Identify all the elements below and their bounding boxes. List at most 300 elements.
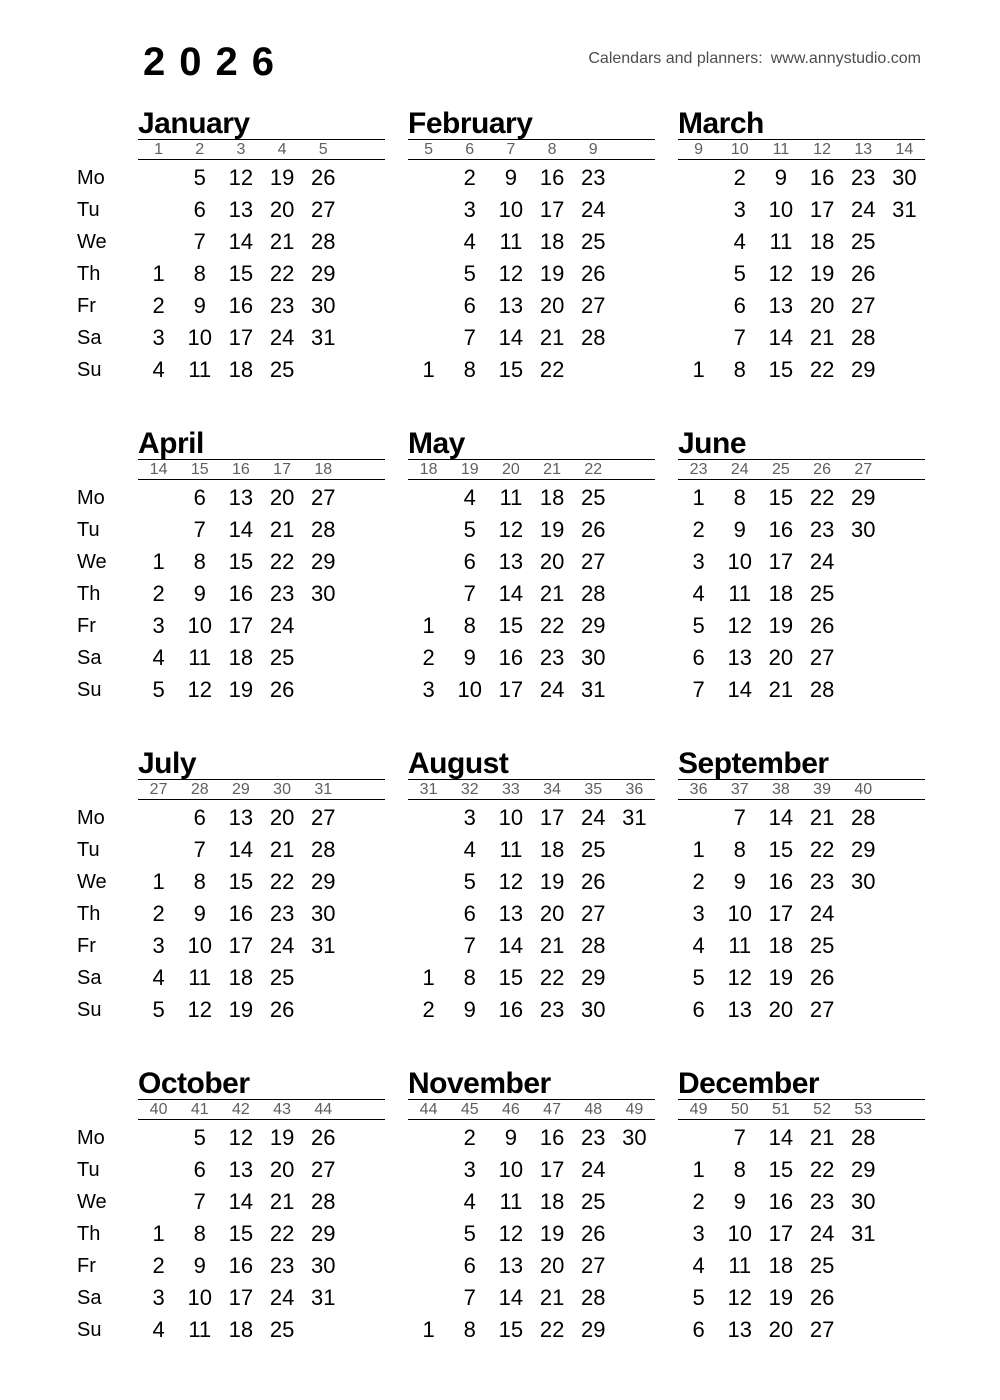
week-number: 14 (149, 461, 168, 478)
date-cell (408, 290, 449, 322)
date-cell: 20 (269, 805, 295, 830)
week-number: 12 (813, 141, 831, 158)
date-cell: 14 (768, 1125, 794, 1150)
date-cell: 31 (581, 677, 606, 702)
dates-grid (138, 162, 385, 386)
week-number-row (408, 1099, 655, 1120)
week-number: 46 (502, 1101, 520, 1118)
date-cell: 16 (768, 1189, 794, 1214)
week-number: 16 (232, 461, 250, 478)
date-cell (138, 194, 179, 226)
month-december (678, 1068, 925, 1346)
date-cell: 11 (499, 1189, 523, 1214)
week-number: 6 (465, 141, 475, 158)
date-cell: 24 (269, 613, 295, 638)
date-cell (678, 1122, 719, 1154)
date-cell: 26 (269, 677, 295, 702)
date-cell: 14 (498, 325, 524, 350)
date-cell: 16 (498, 645, 524, 670)
date-cell (408, 898, 449, 930)
date-cell (884, 1218, 925, 1250)
date-cell (678, 194, 719, 226)
week-number: 17 (273, 461, 291, 478)
date-cell: 1 (152, 261, 165, 286)
date-cell (614, 930, 655, 962)
date-cell: 6 (463, 293, 476, 318)
date-cell: 21 (809, 325, 835, 350)
date-cell: 4 (463, 229, 476, 254)
calendar-grid (77, 108, 925, 1388)
weekday-label: Fr (77, 1255, 96, 1277)
date-cell: 2 (152, 901, 165, 926)
date-cell: 2 (692, 517, 705, 542)
date-cell (344, 1218, 385, 1250)
month-row (77, 1068, 925, 1346)
date-cell (138, 162, 179, 194)
date-cell: 31 (622, 805, 647, 830)
week-number (344, 1100, 385, 1119)
date-cell: 5 (152, 997, 165, 1022)
date-cell (344, 674, 385, 706)
date-cell: 1 (152, 1221, 165, 1246)
date-cell (408, 1250, 449, 1282)
date-cell: 15 (498, 613, 524, 638)
date-cell (614, 482, 655, 514)
date-cell: 16 (228, 1253, 254, 1278)
date-cell (614, 962, 655, 994)
date-cell: 9 (193, 581, 206, 606)
date-cell (344, 642, 385, 674)
date-cell (408, 834, 449, 866)
month-title: April (138, 427, 204, 460)
date-cell: 28 (311, 1189, 336, 1214)
date-cell: 5 (733, 261, 746, 286)
date-cell: 15 (768, 837, 794, 862)
date-cell: 9 (504, 165, 518, 190)
date-cell (344, 226, 385, 258)
date-cell (843, 1250, 884, 1282)
date-cell: 1 (692, 357, 705, 382)
date-cell (303, 1314, 344, 1346)
weekday-label: Fr (77, 615, 96, 637)
date-cell: 31 (311, 933, 336, 958)
week-number: 33 (502, 781, 520, 798)
week-number: 51 (772, 1101, 790, 1118)
date-cell: 6 (463, 1253, 476, 1278)
weekday-label: Sa (77, 967, 102, 989)
date-cell (884, 898, 925, 930)
date-cell (614, 834, 655, 866)
week-number: 28 (190, 781, 209, 798)
date-cell: 24 (851, 197, 876, 222)
date-cell: 25 (269, 357, 295, 382)
date-cell: 15 (228, 869, 254, 894)
date-cell (614, 258, 655, 290)
date-cell (138, 226, 179, 258)
date-cell: 2 (733, 165, 746, 190)
month-march (678, 108, 925, 386)
date-cell (344, 994, 385, 1026)
date-cell (678, 258, 719, 290)
date-cell: 7 (733, 1125, 746, 1150)
date-cell (614, 610, 655, 642)
date-cell: 10 (498, 197, 524, 222)
week-number (344, 780, 385, 799)
date-cell (573, 354, 614, 386)
date-cell: 28 (851, 1125, 876, 1150)
date-cell (408, 1282, 449, 1314)
date-cell (344, 290, 385, 322)
date-cell: 1 (422, 1317, 435, 1342)
date-cell: 9 (733, 517, 746, 542)
date-cell (884, 546, 925, 578)
weekday-label: Fr (77, 935, 96, 957)
date-cell: 9 (193, 901, 206, 926)
date-cell: 9 (733, 869, 746, 894)
date-cell (344, 1314, 385, 1346)
date-cell: 13 (768, 293, 794, 318)
date-cell: 16 (539, 1125, 565, 1150)
dates-grid (678, 802, 925, 1026)
week-number: 2 (195, 141, 205, 158)
date-cell (614, 1282, 655, 1314)
date-cell (344, 578, 385, 610)
date-cell: 2 (152, 1253, 165, 1278)
date-cell: 24 (269, 1285, 295, 1310)
date-cell: 8 (733, 485, 746, 510)
date-cell: 24 (269, 325, 295, 350)
month-april (138, 428, 385, 706)
date-cell: 13 (727, 1317, 752, 1342)
date-cell (344, 930, 385, 962)
date-cell: 25 (809, 581, 835, 606)
date-cell: 13 (228, 197, 254, 222)
date-cell: 12 (187, 677, 212, 702)
date-cell: 14 (228, 517, 254, 542)
date-cell (408, 258, 449, 290)
week-number: 10 (730, 141, 749, 158)
weekday-labels-column (77, 748, 138, 1026)
date-cell: 14 (768, 805, 794, 830)
date-cell: 8 (733, 837, 746, 862)
week-number: 20 (502, 461, 520, 478)
date-cell: 7 (193, 517, 206, 542)
date-cell: 8 (463, 1317, 476, 1342)
date-cell: 16 (498, 997, 524, 1022)
date-cell: 15 (498, 965, 524, 990)
date-cell: 1 (152, 549, 165, 574)
month-title: September (678, 747, 829, 780)
date-cell (138, 482, 179, 514)
date-cell: 7 (692, 677, 705, 702)
date-cell (678, 322, 719, 354)
date-cell: 7 (463, 933, 476, 958)
date-cell: 4 (152, 357, 165, 382)
date-cell (884, 226, 925, 258)
date-cell (344, 322, 385, 354)
date-cell (344, 1282, 385, 1314)
date-cell: 18 (539, 1189, 565, 1214)
date-cell: 12 (727, 613, 752, 638)
date-cell: 16 (768, 517, 794, 542)
date-cell (614, 674, 655, 706)
date-cell: 8 (733, 1157, 746, 1182)
date-cell: 30 (851, 869, 876, 894)
date-cell: 14 (727, 677, 752, 702)
date-cell: 12 (768, 261, 794, 286)
date-cell (843, 1314, 884, 1346)
date-cell (408, 1122, 449, 1154)
date-cell: 19 (539, 869, 565, 894)
date-cell: 24 (809, 901, 835, 926)
date-cell (138, 1186, 179, 1218)
date-cell: 21 (539, 933, 565, 958)
date-cell: 25 (809, 933, 835, 958)
date-cell: 26 (581, 261, 606, 286)
date-cell: 21 (809, 805, 835, 830)
date-cell (344, 1186, 385, 1218)
date-cell: 24 (809, 1221, 835, 1246)
date-cell: 4 (152, 965, 165, 990)
date-cell: 4 (692, 581, 705, 606)
date-cell: 3 (152, 325, 165, 350)
date-cell: 23 (539, 645, 565, 670)
date-cell: 4 (733, 229, 746, 254)
week-number: 49 (625, 1101, 644, 1118)
date-cell (303, 994, 344, 1026)
date-cell: 11 (499, 837, 523, 862)
date-cell (614, 354, 655, 386)
date-cell: 22 (269, 549, 295, 574)
date-cell: 12 (727, 965, 752, 990)
date-cell: 5 (463, 869, 476, 894)
date-cell: 11 (188, 965, 212, 990)
week-number: 40 (854, 781, 873, 798)
date-cell: 13 (498, 549, 524, 574)
date-cell (344, 194, 385, 226)
date-cell (138, 1154, 179, 1186)
date-cell (884, 994, 925, 1026)
date-cell: 20 (539, 1253, 565, 1278)
date-cell: 17 (539, 1157, 565, 1182)
date-cell: 15 (498, 357, 524, 382)
date-cell: 17 (768, 901, 794, 926)
week-number: 31 (314, 781, 333, 798)
date-cell: 18 (768, 581, 794, 606)
dates-grid (138, 1122, 385, 1346)
date-cell: 13 (228, 485, 254, 510)
date-cell: 16 (228, 901, 254, 926)
date-cell: 27 (809, 997, 835, 1022)
date-cell: 7 (733, 805, 746, 830)
week-number: 32 (460, 781, 479, 798)
weekday-label: Su (77, 999, 102, 1021)
date-cell: 20 (768, 1317, 794, 1342)
week-number: 34 (543, 781, 561, 798)
month-july (138, 748, 385, 1026)
date-cell: 4 (152, 1317, 165, 1342)
date-cell: 9 (463, 645, 476, 670)
date-cell (614, 866, 655, 898)
date-cell: 20 (768, 645, 794, 670)
date-cell (408, 226, 449, 258)
date-cell: 14 (228, 1189, 254, 1214)
date-cell (678, 226, 719, 258)
date-cell: 18 (768, 933, 794, 958)
date-cell: 11 (728, 1253, 752, 1278)
date-cell: 15 (228, 1221, 254, 1246)
date-cell (408, 514, 449, 546)
date-cell: 7 (733, 325, 746, 350)
date-cell: 28 (851, 325, 876, 350)
date-cell: 4 (463, 485, 476, 510)
date-cell: 21 (539, 581, 565, 606)
date-cell (344, 866, 385, 898)
weekday-label: Mo (77, 807, 105, 829)
date-cell: 21 (768, 677, 794, 702)
month-title: November (408, 1067, 551, 1100)
date-cell: 22 (809, 837, 835, 862)
week-number: 11 (772, 141, 790, 158)
date-cell: 13 (228, 805, 254, 830)
date-cell (678, 290, 719, 322)
week-number: 36 (625, 781, 644, 798)
date-cell: 2 (422, 645, 435, 670)
weekday-labels-column (77, 1068, 138, 1346)
date-cell (408, 482, 449, 514)
date-cell: 6 (463, 549, 476, 574)
date-cell: 18 (228, 965, 254, 990)
date-cell: 29 (851, 485, 876, 510)
date-cell: 5 (463, 1221, 476, 1246)
date-cell: 28 (311, 229, 336, 254)
date-cell: 3 (463, 197, 476, 222)
week-number: 15 (190, 461, 209, 478)
date-cell: 21 (539, 1285, 565, 1310)
date-cell: 21 (269, 517, 295, 542)
date-cell (344, 898, 385, 930)
date-cell: 3 (463, 805, 476, 830)
date-cell: 9 (193, 1253, 206, 1278)
date-cell: 22 (539, 357, 565, 382)
date-cell: 6 (692, 1317, 705, 1342)
date-cell: 3 (692, 549, 705, 574)
date-cell: 15 (228, 261, 254, 286)
weekday-label: Tu (77, 1159, 100, 1181)
week-number: 26 (813, 461, 831, 478)
date-cell (884, 482, 925, 514)
date-cell: 13 (498, 901, 524, 926)
date-cell (614, 546, 655, 578)
date-cell (344, 610, 385, 642)
date-cell: 3 (463, 1157, 476, 1182)
week-number: 41 (190, 1101, 209, 1118)
date-cell: 23 (539, 997, 565, 1022)
date-cell (344, 258, 385, 290)
month-january (138, 108, 385, 386)
weekday-label: Su (77, 359, 102, 381)
date-cell: 19 (809, 261, 835, 286)
date-cell: 31 (851, 1221, 876, 1246)
month-title: October (138, 1067, 250, 1100)
dates-grid (138, 802, 385, 1026)
date-cell: 26 (311, 165, 336, 190)
date-cell: 18 (539, 837, 565, 862)
week-number-row (678, 459, 925, 480)
date-cell: 7 (193, 1189, 206, 1214)
week-number: 44 (419, 1101, 438, 1118)
week-number: 43 (273, 1101, 291, 1118)
dates-grid (408, 162, 655, 386)
date-cell: 30 (311, 901, 336, 926)
date-cell (678, 162, 719, 194)
date-cell: 22 (539, 613, 565, 638)
date-cell (138, 834, 179, 866)
date-cell (884, 674, 925, 706)
date-cell: 24 (581, 805, 606, 830)
date-cell: 25 (269, 1317, 295, 1342)
date-cell: 11 (188, 645, 212, 670)
week-number-row (408, 459, 655, 480)
date-cell: 19 (539, 1221, 565, 1246)
date-cell: 18 (228, 645, 254, 670)
date-cell: 8 (193, 1221, 206, 1246)
week-number-row (138, 779, 385, 800)
date-cell: 17 (768, 549, 794, 574)
date-cell (678, 802, 719, 834)
date-cell: 24 (809, 549, 835, 574)
week-number (884, 1100, 925, 1119)
month-title: June (678, 427, 747, 460)
week-number: 27 (854, 461, 873, 478)
date-cell (138, 802, 179, 834)
date-cell: 28 (851, 805, 876, 830)
week-number: 30 (273, 781, 291, 798)
date-cell: 10 (768, 197, 794, 222)
date-cell: 14 (768, 325, 794, 350)
date-cell: 23 (269, 581, 295, 606)
week-number-row (678, 779, 925, 800)
date-cell: 25 (269, 645, 295, 670)
tagline-label: Calendars and planners: (588, 50, 763, 67)
date-cell (303, 610, 344, 642)
date-cell: 30 (851, 517, 876, 542)
date-cell: 1 (422, 357, 435, 382)
week-number: 39 (813, 781, 831, 798)
date-cell: 17 (539, 197, 565, 222)
week-number-row (408, 779, 655, 800)
date-cell: 16 (768, 869, 794, 894)
date-cell: 24 (581, 197, 606, 222)
date-cell (138, 1122, 179, 1154)
date-cell (614, 290, 655, 322)
date-cell: 21 (269, 837, 295, 862)
date-cell (843, 994, 884, 1026)
month-title: May (408, 427, 465, 460)
date-cell: 20 (768, 997, 794, 1022)
date-cell (408, 866, 449, 898)
date-cell: 20 (269, 197, 295, 222)
date-cell: 25 (851, 229, 876, 254)
date-cell (614, 162, 655, 194)
date-cell: 5 (193, 165, 206, 190)
date-cell: 5 (152, 677, 165, 702)
date-cell: 24 (581, 1157, 606, 1182)
date-cell: 26 (851, 261, 876, 286)
date-cell: 8 (733, 357, 746, 382)
date-cell (614, 1250, 655, 1282)
date-cell: 23 (809, 869, 835, 894)
